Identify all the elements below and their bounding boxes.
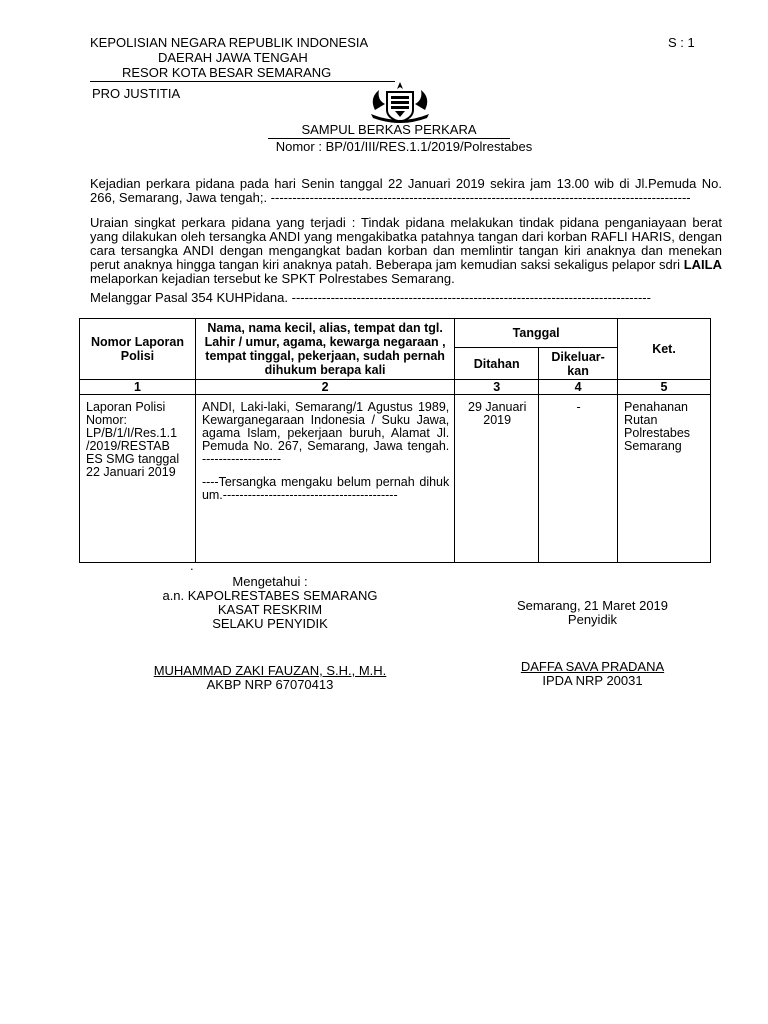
signature-left	[140, 575, 400, 692]
left-signer-rank: AKBP NRP 67070413	[206, 677, 334, 692]
table-row	[80, 395, 711, 563]
pro-justitia-label: PRO JUSTITIA	[92, 86, 181, 101]
kejadian-paragraph: Kejadian perkara pidana pada hari Senin tanggal 22 Januari 2019 sekira jam 13.00 wib di Jl.Pemuda No. 266, Semarang, Jawa tengah;. -------------------------------------------------------------------------------------------------	[90, 177, 722, 205]
column-number: 2	[195, 380, 454, 395]
kasat-reskrim: KASAT RESKRIM	[217, 602, 323, 617]
column-number: 5	[618, 380, 711, 395]
column-number-row	[80, 380, 711, 395]
uraian-paragraph	[90, 216, 722, 286]
document-title-block	[268, 122, 540, 154]
uraian-text-2: melaporkan kejadian tersebut ke SPKT Polrestabes Semarang.	[90, 271, 455, 286]
signature-right	[480, 599, 705, 688]
column-number: 1	[80, 380, 196, 395]
uraian-text-1: Uraian singkat perkara pidana yang terjadi : Tindak pidana melakukan tindak pidana penganiayaan berat yang dilakukan oleh tersangka ANDI yang mengakibatka patahnya tangan dari korban RAFLI HARIS, dengan cara tersangka ANDI dengan mengangkat badan korban dan memlintir tangan kiri anaknya dan menekan perut anaknya hingga tangan kiri anaknya patah. Beberapa jam kemudian saksi sekaligus pelapor sdri	[90, 215, 722, 272]
right-signer-rank: IPDA NRP 20031	[542, 673, 643, 688]
header-ket: Ket.	[618, 319, 711, 380]
left-signer-name: MUHAMMAD ZAKI FAUZAN, S.H., M.H.	[153, 663, 387, 678]
header-dikeluarkan: Dikeluar-kan	[539, 348, 618, 380]
letterhead-line-3: RESOR KOTA BESAR SEMARANG	[122, 65, 332, 80]
cell-ket: Penahanan Rutan Polrestabes Semarang	[624, 400, 691, 453]
selaku-penyidik: SELAKU PENYIDIK	[212, 616, 328, 631]
cell-ditahan: 29 Januari 2019	[468, 400, 527, 427]
page-code: S : 1	[668, 35, 695, 50]
letterhead-line-2: DAERAH JAWA TENGAH	[158, 50, 308, 65]
document-number: Nomor : BP/01/III/RES.1.1/2019/Polrestabes	[275, 139, 533, 154]
header-nama: Nama, nama kecil, alias, tempat dan tgl. Lahir / umur, agama, kewarga negaraan , tempat tinggal, pekerjaan, sudah pernah dihukum berapa kali	[195, 319, 454, 380]
header-tanggal: Tanggal	[455, 319, 618, 348]
letterhead-rule	[90, 81, 395, 82]
cell-criminal-record: ----Tersangka mengaku belum pernah dihukum.------------------------------------------	[201, 475, 450, 502]
melanggar-paragraph: Melanggar Pasal 354 KUHPidana. -----------------------------------------------------------------------------------	[90, 291, 651, 305]
reporter-name: LAILA	[683, 257, 722, 272]
column-number: 3	[455, 380, 539, 395]
document-title: SAMPUL BERKAS PERKARA	[268, 122, 510, 139]
cell-identity: ANDI, Laki-laki, Semarang/1 Agustus 1989, Kewarganegaraan Indonesia / Suku Jawa, agama Islam, pekerjaan buruh, Alamat Jl. Pemuda No. 267, Semarang, Jawa tengah. -------------------	[201, 400, 450, 466]
right-signer-name: DAFFA SAVA PRADANA	[520, 659, 665, 674]
header-nomor-laporan: Nomor Laporan Polisi	[80, 319, 196, 380]
place-date: Semarang, 21 Maret 2019	[516, 598, 669, 613]
case-table	[79, 318, 711, 563]
cell-nomor-laporan: Laporan Polisi Nomor: LP/B/1/I/Res.1.1 /2019/RESTAB ES SMG tanggal 22 Januari 2019	[86, 400, 180, 479]
letterhead-line-1: KEPOLISIAN NEGARA REPUBLIK INDONESIA	[90, 35, 369, 50]
penyidik-label: Penyidik	[567, 612, 618, 627]
cell-dikeluarkan: -	[576, 400, 581, 414]
header-ditahan: Ditahan	[455, 348, 539, 380]
mengetahui-label: Mengetahui :	[232, 574, 308, 589]
column-number: 4	[539, 380, 618, 395]
stray-dot: .	[190, 558, 194, 573]
letterhead	[90, 35, 395, 82]
police-emblem-icon	[365, 80, 435, 124]
an-kapolrestabes: a.n. KAPOLRESTABES SEMARANG	[162, 588, 378, 603]
